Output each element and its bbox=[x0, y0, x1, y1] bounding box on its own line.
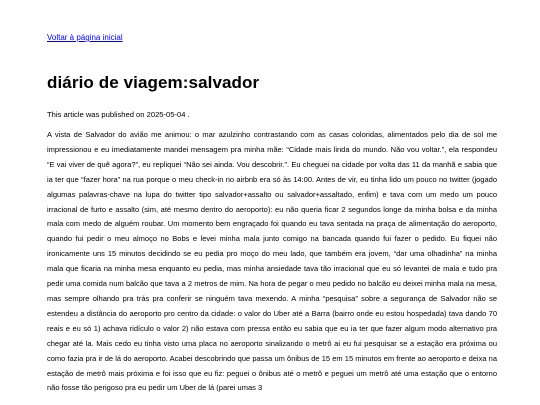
back-to-home-link[interactable]: Voltar à página inicial bbox=[47, 33, 123, 42]
published-date: 2025-05-04 bbox=[146, 110, 186, 119]
published-suffix: . bbox=[185, 110, 190, 119]
published-prefix: This article was published on bbox=[47, 110, 147, 119]
page-title: diário de viagem:salvador bbox=[47, 73, 260, 92]
published-line bbox=[47, 110, 190, 119]
article-body: A vista de Salvador do avião me animou: o mar azulzinho contrastando com as casas coloridas, alimentados pelo dia de sol me impressionou e eu imediatamente mandei mensagem pra minha mãe: “Cidade mais linda do mundo. Não vou voltar.”, ela respondeu “E vai viver de quê agora?”, eu repliquei “Não sei ainda. Vou descobrir.”. Eu cheguei na cidade por volta das 11 da manhã e sabia que ia ter que “fazer hora” na rua porque o meu check-in no airbnb era só às 14:00. Antes de vir, eu tinha lido um pouco no twitter (jogado algumas palavras-chave na lupa do twitter tipo salvador+assalto ou salvador+assaltado, enfim) e tava com um medo um pouco irracional de furto e assalto (sim, até mesmo dentro do aeroporto): eu não queria ficar 2 segundos longe da minha bolsa e da minha mala com medo de alguém roubar. Um momento bem engraçado foi quando eu tava sentada na praça de alimentação do aeroporto, quando fui pedir o meu almoço no Bobs e levei minha mala junto comigo na bancada quando fui fazer o pedido. Eu fiquei não ironicamente uns 15 minutos decidindo se eu pedia pro moço do meu lado, que também era jovem, “dar uma olhadinha” na minha mala que ficaria na minha mesa enquanto eu pedia, mas minha ansiedade tava tão irracional que eu só levantei de mala e tudo pra pedir uma comida num balcão que tava a 2 metros de mim. Na hora de pegar o meu pedido no balcão eu deixei minha mala na mesa, mas sempre olhando pra trás pra conferir se ninguém tava mexendo. A minha “pesquisa” sobre a segurança de Salvador não se estendeu a distância do aeroporto pro centro da cidade: o valor do Uber até a Barra (bairro onde eu estou hospedada) tava dando 70 reais e eu só 1) achava ridículo o valor 2) não estava com pressa então eu sabia que eu ia ter que fazer algum modo alternativo pra chegar até la. Mais cedo eu tinha visto uma placa no aeroporto sinalizando o metrô ai eu fui pesquisar se a estação era próxima ou como fazia pra ir de lá do aeroporto. Acabei descobrindo que passa um ônibus de 15 em 15 minutos em frente ao aeroporto e deixa na estação de metrô mais próxima e foi isso que eu fiz: peguei o ônibus até o metrô e peguei um metrô até uma estação que o entorno não fosse tão perigoso pra eu pedir um Uber de lá (parei umas 3 bbox=[47, 130, 497, 393]
